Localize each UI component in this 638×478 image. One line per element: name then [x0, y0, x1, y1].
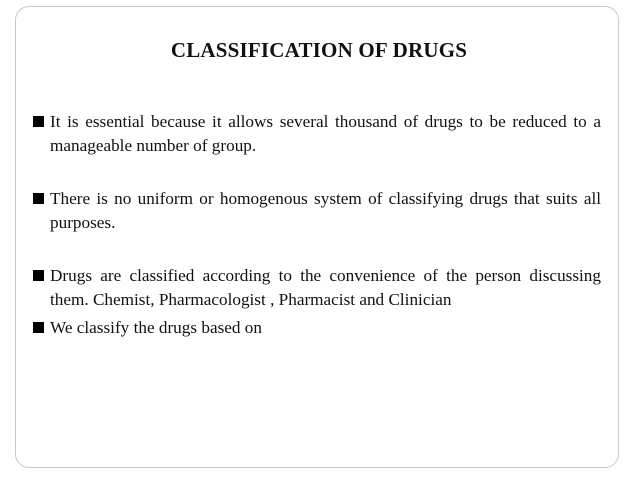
square-bullet-icon: [33, 322, 44, 333]
bullet-text: Drugs are classified according to the convenience of the person discussing them. Chemist, Pharmacologist , Pharmacist and Clinician: [50, 266, 601, 309]
bullet-item: [33, 110, 601, 158]
square-bullet-icon: [33, 116, 44, 127]
bullet-text: It is essential because it allows several thousand of drugs to be reduced to a manageable number of group.: [50, 112, 601, 155]
bullet-text: There is no uniform or homogenous system of classifying drugs that suits all purposes.: [50, 189, 601, 232]
square-bullet-icon: [33, 270, 44, 281]
slide-title: CLASSIFICATION OF DRUGS: [170, 38, 468, 62]
bullet-list: [33, 110, 601, 340]
bullet-item: [33, 316, 601, 340]
bullet-item: [33, 187, 601, 235]
bullet-text: We classify the drugs based on: [50, 318, 262, 337]
square-bullet-icon: [33, 193, 44, 204]
bullet-item: [33, 264, 601, 312]
